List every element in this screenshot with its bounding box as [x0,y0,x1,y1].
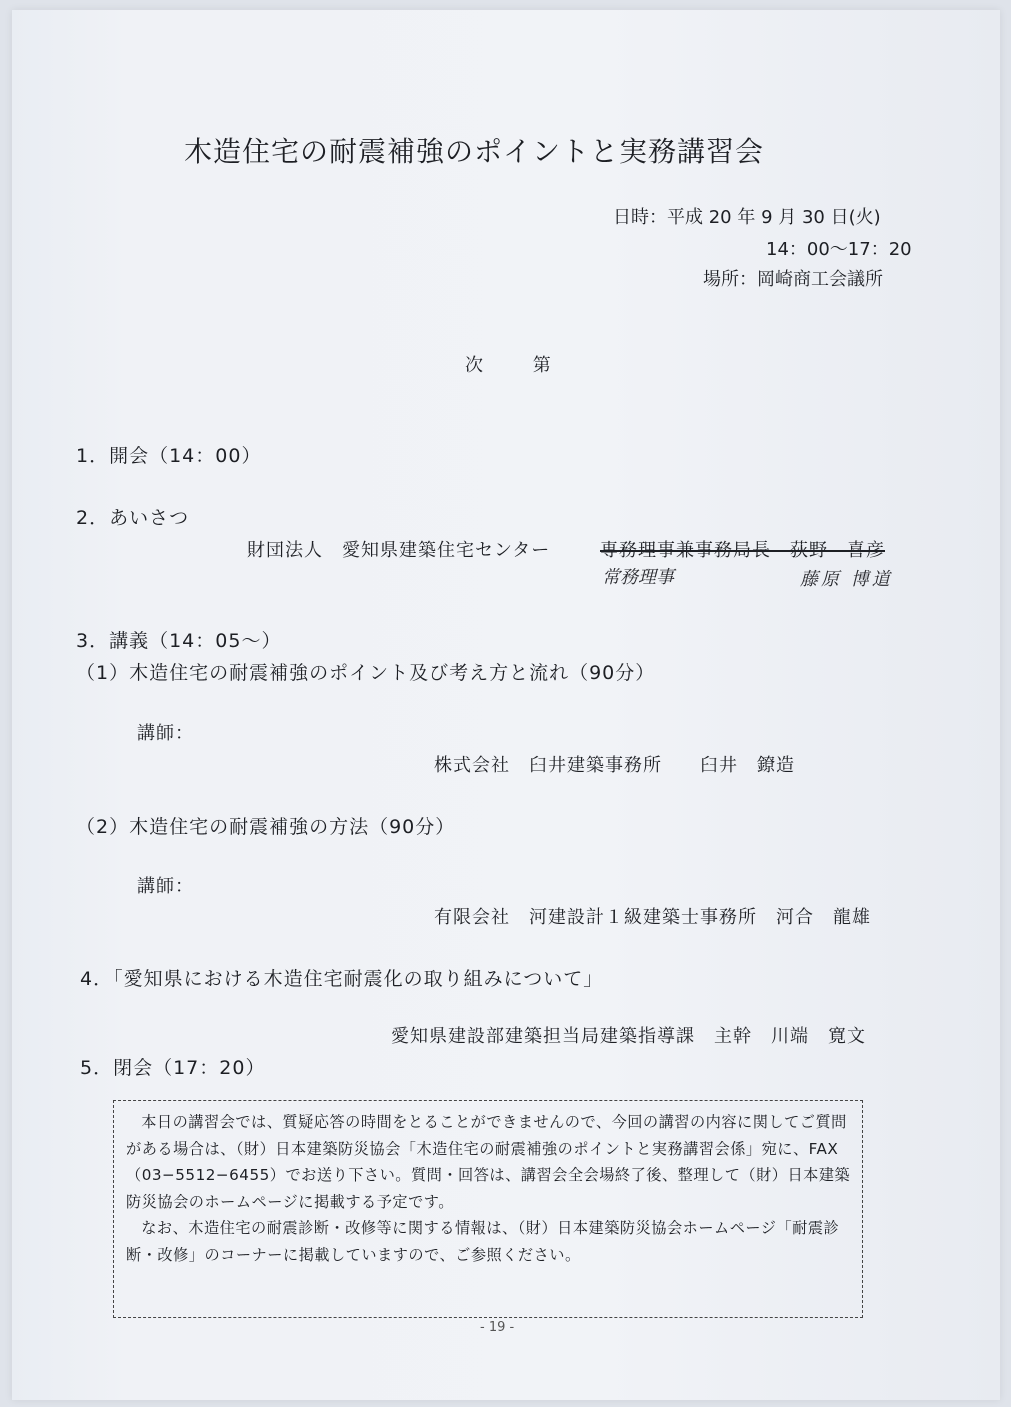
document-title: 木造住宅の耐震補強のポイントと実務講習会 [184,135,765,168]
lecture2-label: 講師： [137,876,194,897]
greeting-organization: 財団法人 愛知県建築住宅センター [247,540,551,561]
notice-paragraph-1: 本日の講習会では、質疑応答の時間をとることができませんので、今回の講習の内容に関してご質問がある場合は、（財）日本建築防災協会「木造住宅の耐震補強のポイントと実務講習会係」宛に、FAX（03−5512−6455）でお送り下さい。質問・回答は、講習会全会場終了後、整理して（財）日本建築防災協会のホームページに掲載する予定です。 [126,1113,851,1211]
agenda-item-close: 5．閉会（17：20） [80,1057,266,1079]
agenda-item-greeting: 2．あいさつ [76,507,190,529]
notice-paragraph-2: なお、木造住宅の耐震診断・改修等に関する情報は、（財）日本建築防災協会ホームページ「耐震診断・改修」のコーナーに掲載していますので、ご参照ください。 [126,1219,840,1264]
item4-speaker: 愛知県建設部建築担当局建築指導課 主幹 川端 寛文 [391,1026,866,1047]
lecture1-lecturer: 株式会社 臼井建築事務所 臼井 鐐造 [434,755,795,776]
page-number: - 19 - [480,1320,515,1335]
lecture2-lecturer: 有限会社 河建設計１級建築士事務所 河合 龍雄 [434,907,871,928]
greeting-struck-speaker: 専務理事兼事務局長 荻野 喜彦 [600,540,885,561]
handwritten-name: 藤原 博道 [800,569,893,590]
lecture1-label: 講師： [137,723,194,744]
handwritten-title: 常務理事 [602,567,674,588]
lecture1-title: （1）木造住宅の耐震補強のポイント及び考え方と流れ（90分） [76,662,656,684]
event-venue: 場所：岡崎商工会議所 [703,269,883,290]
agenda-heading: 次 第 [465,355,573,376]
agenda-item-open: 1．開会（14：00） [76,445,262,467]
agenda-item-4: 4．「愛知県における木造住宅耐震化の取り組みについて」 [80,968,604,990]
agenda-item-lecture: 3．講義（14：05〜） [76,630,282,652]
event-time: 14：00〜17：20 [766,239,912,260]
notice-box [113,1100,863,1318]
event-date: 日時：平成 20 年 9 月 30 日(火) [613,207,881,228]
lecture2-title: （2）木造住宅の耐震補強の方法（90分） [76,816,456,838]
